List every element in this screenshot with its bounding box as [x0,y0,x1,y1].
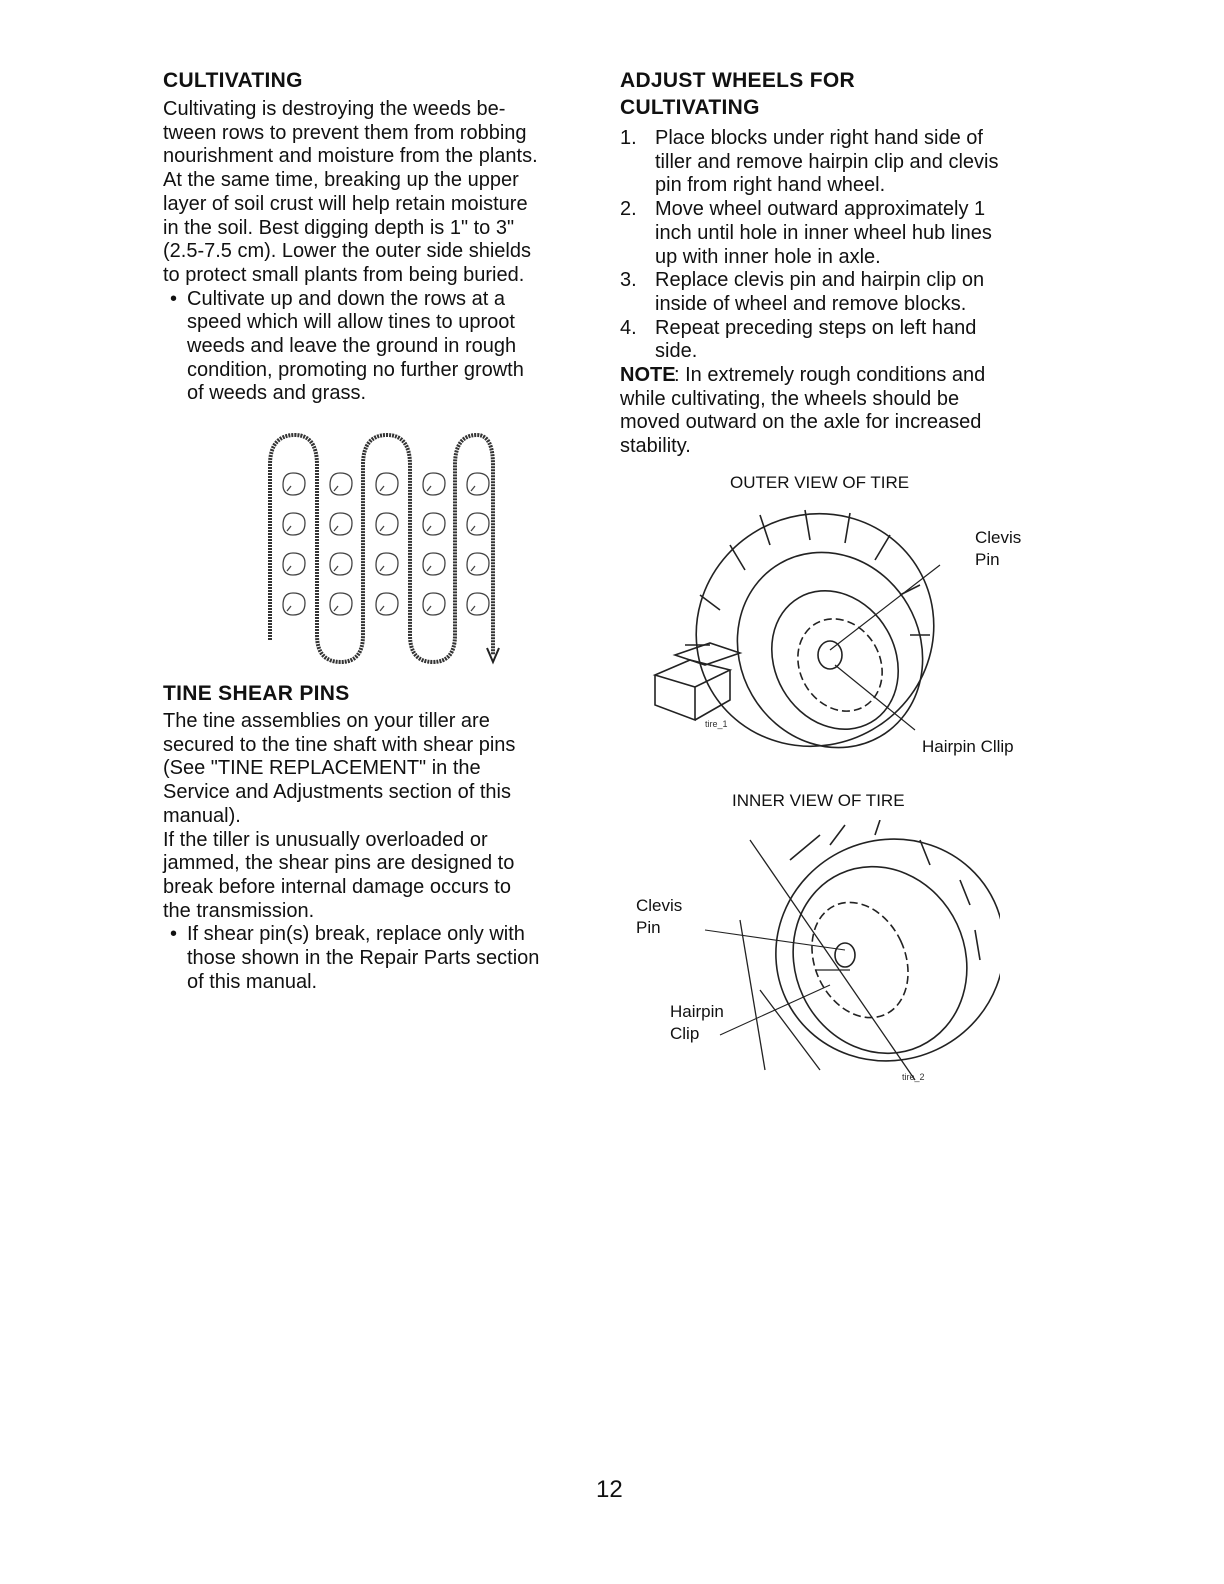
step-text-line: Repeat preceding steps on left hand [655,316,977,339]
bullet-text-line: of weeds and grass. [187,382,366,405]
text-line: manual). [163,804,241,827]
step-text-line: Move wheel outward approximately 1 [655,198,986,221]
plant-icon [330,513,352,535]
plant-icon [376,473,398,495]
step-number: 3. [620,269,637,292]
plant-icon [330,593,352,615]
text-line: jammed, the shear pins are designed to [163,852,515,875]
plant-icon [376,593,398,615]
step-number: 4. [620,316,637,339]
plant-icon [467,553,489,575]
tine-shear-pins-heading: TINE SHEAR PINS [163,682,350,705]
plant-icon [423,513,445,535]
text-line: tween rows to prevent them from robbing [163,121,527,144]
step-text-line: inside of wheel and remove blocks. [655,292,967,315]
plant-icon [376,553,398,575]
step-number: 1. [620,127,637,149]
plant-icon [376,513,398,535]
step-text-line: side. [655,340,698,363]
plant-icon [283,593,305,615]
bullet-marker: • [170,287,178,310]
bullet-text-line: those shown in the Repair Parts section [187,947,540,969]
plant-icon [330,553,352,575]
note-text-line: stability. [620,435,691,458]
bullet-text-line: of this manual. [187,970,318,993]
plant-icon [467,513,489,535]
note-label: NOTE [620,364,676,386]
plant-icon [423,473,445,495]
plant-icon [283,473,305,495]
text-line: The tine assemblies on your tiller are [163,710,490,732]
adjust-wheels-heading-1: ADJUST WHEELS FOR [620,69,855,92]
cultivating-heading: CULTIVATING [163,69,303,92]
outer-view-title: OUTER VIEW OF TIRE [730,473,910,492]
text-line: to protect small plants from being buried. [163,263,525,286]
page-number: 12 [596,1476,623,1503]
plant-icon [467,473,489,495]
inner-clevis-label-2: Pin [636,918,661,937]
step-text-line: inch until hole in inner wheel hub lines [655,221,992,244]
bullet-marker: • [170,923,178,946]
step-text-line: pin from right hand wheel. [655,174,886,197]
step-text-line: Replace clevis pin and hairpin clip on [655,269,985,292]
plant-icon [423,593,445,615]
outer-tire-tag: tire_1 [705,719,728,729]
bullet-text-line: Cultivate up and down the rows at a [187,287,505,310]
text-line: layer of soil crust will help retain moisture [163,192,528,215]
plant-icon [330,473,352,495]
note-text-line: while cultivating, the wheels should be [620,387,960,410]
inner-view-title: INNER VIEW OF TIRE [732,791,905,810]
bullet-text-line: If shear pin(s) break, replace only with [187,923,525,946]
plant-icon [283,513,305,535]
bullet-text-line: condition, promoting no further growth [187,358,524,381]
inner-tire-illustration [630,820,1000,1090]
note-text-line: : In extremely rough conditions and [674,364,986,386]
inner-clevis-label-1: Clevis [636,896,683,915]
text-line: Service and Adjustments section of this [163,781,511,804]
text-line: secured to the tine shaft with shear pins [163,733,516,756]
step-text-line: Place blocks under right hand side of [655,127,983,149]
note-text-line: moved outward on the axle for increased [620,411,982,434]
outer-tire-illustration [640,505,980,765]
bullet-text-line: speed which will allow tines to uproot [187,311,515,334]
text-line: Cultivating is destroying the weeds be- [163,98,506,120]
cultivating-pattern-diagram [255,430,505,670]
inner-hairpin-label-2: Clip [670,1024,700,1043]
step-text-line: tiller and remove hairpin clip and clevis [655,150,999,173]
plant-icon [283,553,305,575]
outer-clevis-label-1: Clevis [975,528,1022,547]
inner-hairpin-label-1: Hairpin [670,1002,724,1021]
bullet-text-line: weeds and leave the ground in rough [187,335,517,357]
text-line: break before internal damage occurs to [163,875,511,898]
outer-clevis-label-2: Pin [975,550,1000,569]
text-line: If the tiller is unusually overloaded or [163,828,488,851]
outer-hairpin-label: Hairpin Cllip [922,737,1014,756]
text-line: (2.5-7.5 cm). Lower the outer side shields [163,240,531,263]
adjust-wheels-heading-2: CULTIVATING [620,96,760,119]
text-line: nourishment and moisture from the plants. [163,145,538,168]
text-line: in the soil. Best digging depth is 1" to 3" [163,216,515,239]
step-number: 2. [620,198,637,221]
text-line: At the same time, breaking up the upper [163,169,519,192]
step-text-line: up with inner hole in axle. [655,245,881,268]
inner-tire-tag: tire_2 [902,1072,925,1082]
text-line: the transmission. [163,899,315,922]
plant-icon [467,593,489,615]
plant-icon [423,553,445,575]
text-line: (See "TINE REPLACEMENT" in the [163,757,481,780]
